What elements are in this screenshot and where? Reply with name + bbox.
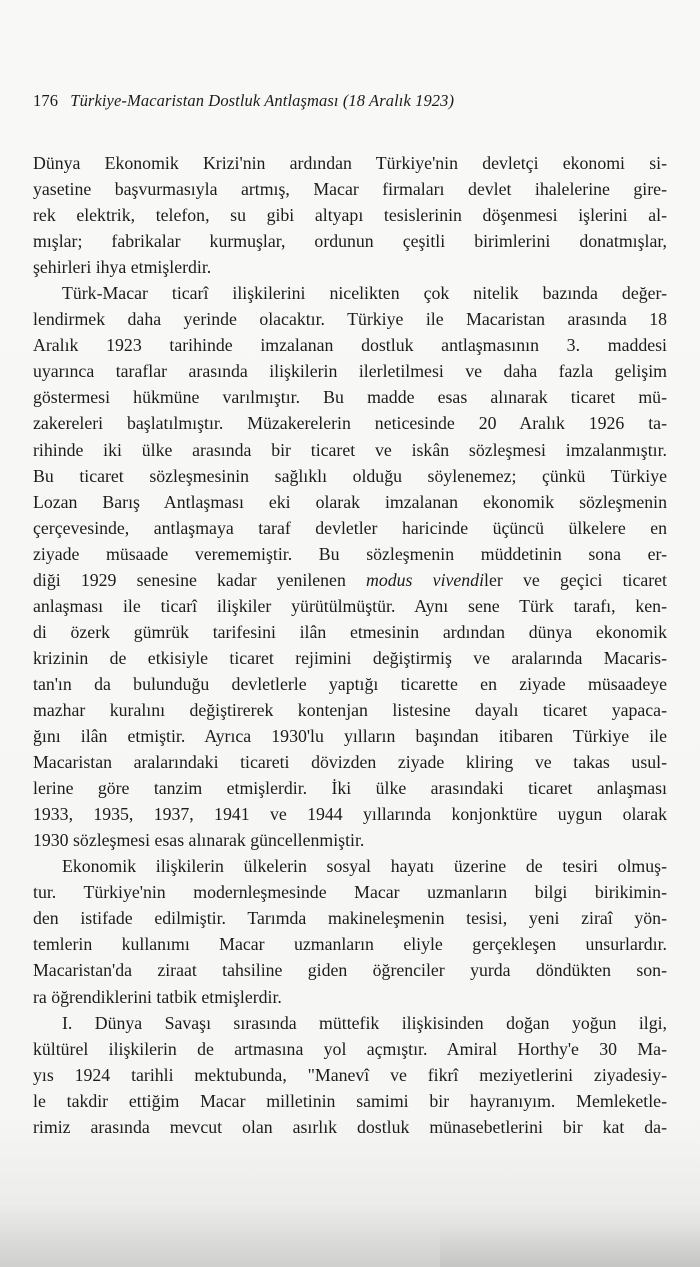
- text-line: Ekonomik ilişkilerin ülkelerin sosyal hayatı üzerine de tesiri olmuş-: [62, 856, 667, 877]
- text-line: anlaşması ile ticarî ilişkiler yürütülmüştür. Aynı sene Türk tarafı, ken-: [33, 595, 667, 616]
- text-line: uyarınca taraflar arasında ilişkilerin ilerletilmesi ve daha fazla gelişim: [33, 361, 667, 382]
- paragraph: [33, 853, 667, 1009]
- paragraph: [33, 280, 667, 853]
- page-number: 176: [33, 91, 59, 110]
- text-line: rek elektrik, telefon, su gibi altyapı tesislerinin döşenmesi işlerini al-: [33, 205, 667, 226]
- text-line: 1930 sözleşmesi esas alınarak güncellenmiştir.: [33, 830, 365, 851]
- text-line: ğını ilân etmiştir. Ayrıca 1930'lu yılların başından itibaren Türkiye ile: [33, 726, 667, 747]
- text-line: yasetine başvurmasıyla artmış, Macar firmaları devlet ihalelerine gire-: [33, 179, 667, 200]
- page-shadow: [440, 1227, 700, 1267]
- text-line: göstermesi hükmüne varılmıştır. Bu madde esas alınarak ticaret mü-: [33, 387, 667, 408]
- text-line: le takdir ettiğim Macar milletinin samimi bir hayranıyım. Memleketle-: [33, 1090, 667, 1111]
- text-line: den istifade edilmiştir. Tarımda makineleşmenin tesisi, yeni ziraî yön-: [33, 908, 667, 929]
- text-line: Bu ticaret sözleşmesinin sağlıklı olduğu söylenemez; çünkü Türkiye: [33, 465, 667, 486]
- text-line: mazhar kuralını değiştirerek kontenjan listesine dayalı ticaret yapaca-: [33, 699, 667, 720]
- text-line: tur. Türkiye'nin modernleşmesinde Macar uzmanların bilgi birikimin-: [33, 882, 667, 903]
- text-line: lerine göre tanzim etmişlerdir. İki ülke arasındaki ticaret anlaşması: [33, 778, 667, 799]
- text-line: rimiz arasında mevcut olan asırlık dostluk münasebetlerini bir kat da-: [33, 1116, 667, 1137]
- text-line: kültürel ilişkilerin de artmasına yol açmıştır. Amiral Horthy'e 30 Ma-: [33, 1038, 667, 1059]
- text-line: diği 1929 senesine kadar yenilenen modus vivendiler ve geçici ticaret: [33, 569, 667, 590]
- paragraph: [33, 1010, 667, 1140]
- text-line: tan'ın da bulunduğu devletlerle yaptığı ticarette en ziyade müsaadeye: [33, 673, 667, 694]
- text-line: Türk-Macar ticarî ilişkilerini nicelikten çok nitelik bazında değer-: [62, 283, 667, 304]
- running-head: [33, 91, 454, 111]
- text-line: di özerk gümrük tarifesini ilân etmesinin ardından dünya ekonomik: [33, 621, 667, 642]
- text-line: şehirleri ihya etmişlerdir.: [33, 257, 212, 278]
- text-line: rihinde iki ülke arasında bir ticaret ve iskân sözleşmesi imzalanmıştır.: [33, 439, 667, 460]
- text-line: Macaristan aralarındaki ticareti dövizden ziyade kliring ve takas usul-: [33, 752, 667, 773]
- text-line: lendirmek daha yerinde olacaktır. Türkiye ile Macaristan arasında 18: [33, 309, 667, 330]
- text-line: mışlar; fabrikalar kurmuşlar, ordunun çeşitli birimlerini donatmışlar,: [33, 231, 667, 252]
- text-line: Dünya Ekonomik Krizi'nin ardından Türkiye'nin devletçi ekonomi si-: [33, 153, 667, 173]
- text-line: yıs 1924 tarihli mektubunda, "Manevî ve fikrî meziyetlerini ziyadesiy-: [33, 1064, 667, 1085]
- text-line: Aralık 1923 tarihinde imzalanan dostluk antlaşmasının 3. maddesi: [33, 335, 667, 356]
- text-line: ziyade müsaade verememiştir. Bu sözleşmenin müddetinin sona er-: [33, 543, 667, 564]
- text-line: temlerin kullanımı Macar uzmanların eliyle gerçekleşen unsurlardır.: [33, 934, 667, 955]
- running-title: Türkiye-Macaristan Dostluk Antlaşması (18 Aralık 1923): [70, 91, 455, 110]
- body-text: [33, 150, 667, 1140]
- text-line: ra öğrendiklerini tatbik etmişlerdir.: [33, 986, 282, 1007]
- text-line: 1933, 1935, 1937, 1941 ve 1944 yıllarında konjonktüre uygun olarak: [33, 804, 667, 825]
- text-line: zakereleri başlatılmıştır. Müzakerelerin neticesinde 20 Aralık 1926 ta-: [33, 413, 667, 434]
- text-line: Macaristan'da ziraat tahsiline giden öğrenciler yurda döndükten son-: [33, 960, 667, 981]
- text-line: Lozan Barış Antlaşması eki olarak imzalanan ekonomik sözleşmenin: [33, 491, 667, 512]
- text-line: çerçevesinde, antlaşmaya taraf devletler haricinde üçüncü ülkelere en: [33, 517, 667, 538]
- text-line: I. Dünya Savaşı sırasında müttefik ilişkisinden doğan yoğun ilgi,: [62, 1012, 667, 1033]
- paragraph: [33, 150, 667, 280]
- text-line: krizinin de etkisiyle ticaret rejimini değiştirmiş ve aralarında Macaris-: [33, 647, 667, 668]
